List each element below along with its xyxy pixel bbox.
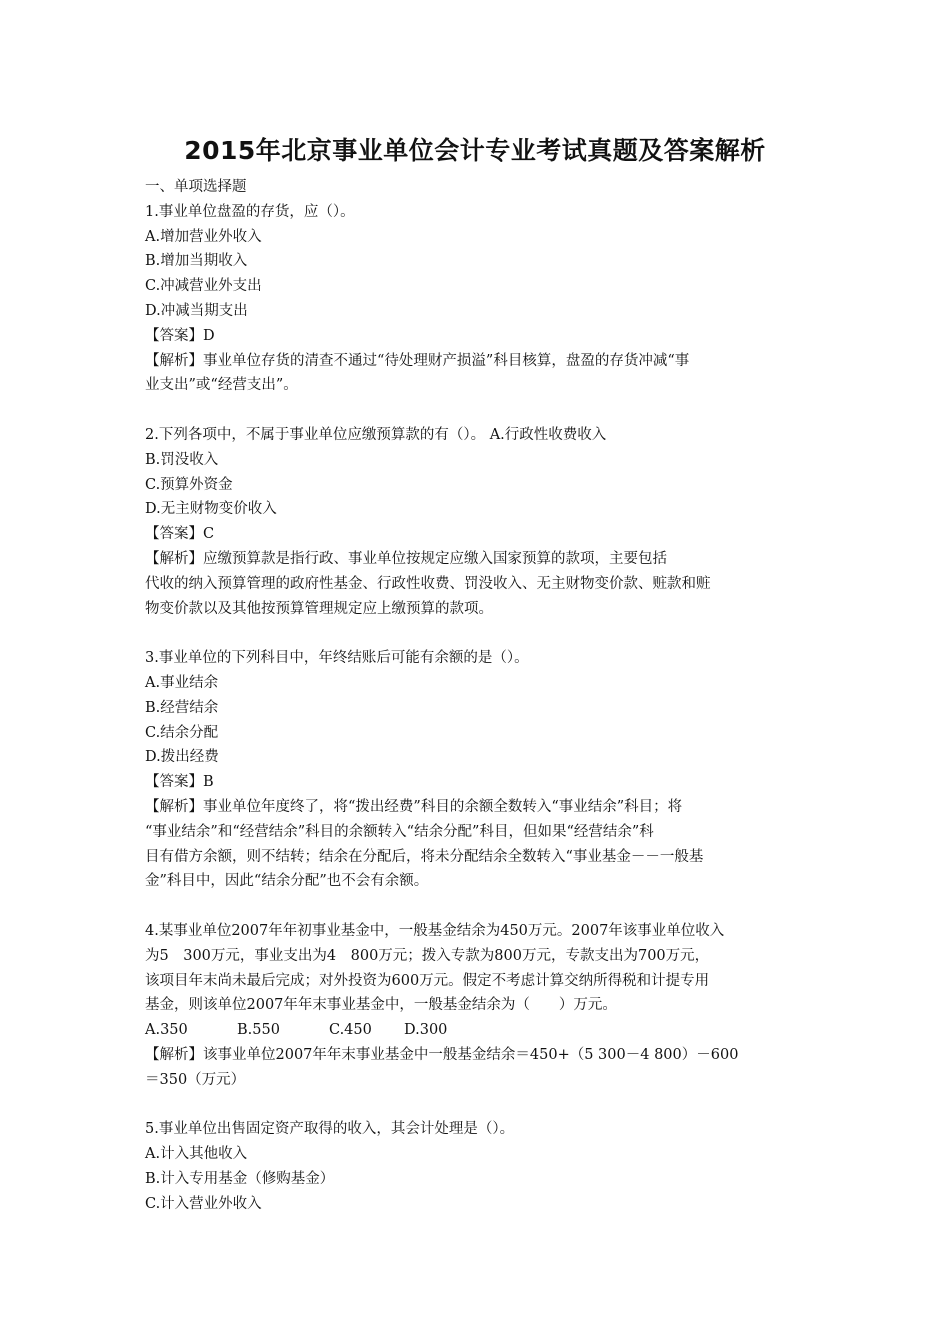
question-stem: 1.事业单位盘盈的存货，应（）。 [145, 203, 355, 220]
question-5 [145, 1117, 810, 1216]
section-heading: 一、单项选择题 [145, 179, 247, 195]
question-stem: 5.事业单位出售固定资产取得的收入，其会计处理是（）。 [145, 1121, 515, 1138]
analysis-line: ＝350（万元） [145, 1071, 246, 1088]
question-4 [145, 919, 810, 1093]
option-b: B.计入专用基金（修购基金） [145, 1170, 335, 1187]
analysis-line: 【解析】应缴预算款是指行政、事业单位按规定应缴入国家预算的款项，主要包括 [145, 550, 667, 567]
option-b: B.经营结余 [145, 699, 219, 716]
option-c: C.450 [329, 1022, 372, 1039]
answer: 【答案】D [145, 327, 215, 344]
question-stem-line: 该项目年末尚未最后完成；对外投资为600万元。假定不考虑计算交纳所得税和计提专用 [145, 972, 710, 989]
question-stem-line: 基金，则该单位2007年年末事业基金中，一般基金结余为（ ）万元。 [145, 997, 617, 1014]
analysis-line: 【解析】事业单位年度终了，将“拨出经费”科目的余额全数转入“事业结余”科目；将 [145, 798, 683, 815]
answer: 【答案】C [145, 526, 215, 543]
analysis-line: 物变价款以及其他按预算管理规定应上缴预算的款项。 [145, 600, 493, 617]
analysis-line: 金”科目中，因此“结余分配”也不会有余额。 [145, 873, 429, 890]
analysis-line: 【解析】事业单位存货的清查不通过“待处理财产损溢”科目核算，盘盈的存货冲减“事 [145, 352, 690, 369]
document-body [145, 175, 810, 1216]
analysis-line: 目有借方余额，则不结转；结余在分配后，将未分配结余全数转入“事业基金－－一般基 [145, 848, 704, 865]
option-a: A.350 [145, 1022, 188, 1039]
answer: 【答案】B [145, 774, 214, 791]
question-2 [145, 423, 810, 621]
option-b: B.增加当期收入 [145, 253, 248, 270]
analysis-line: 业支出”或“经营支出”。 [145, 377, 298, 394]
question-stem: 2.下列各项中，不属于事业单位应缴预算款的有（）。 A.行政性收费收入 [145, 426, 607, 443]
option-c: C.计入营业外收入 [145, 1195, 262, 1212]
option-a: A.计入其他收入 [145, 1146, 248, 1163]
option-c: C.结余分配 [145, 724, 219, 741]
document-title: 2015年北京事业单位会计专业考试真题及答案解析 [184, 136, 766, 165]
option-d: D.拨出经费 [145, 749, 219, 766]
question-1 [145, 200, 810, 398]
options-row [145, 1018, 810, 1043]
option-d: D.无主财物变价收入 [145, 501, 277, 518]
analysis-line: “事业结余”和“经营结余”科目的余额转入“结余分配”科目，但如果“经营结余”科 [145, 823, 654, 840]
analysis-line: 【解析】该事业单位2007年年末事业基金中一般基金结余＝450+（5 300－4 800）－600 [145, 1046, 739, 1063]
question-3 [145, 646, 810, 894]
option-d: D.冲减当期支出 [145, 302, 248, 319]
analysis-line: 代收的纳入预算管理的政府性基金、行政性收费、罚没收入、无主财物变价款、赃款和赃 [145, 575, 711, 592]
option-c: C.预算外资金 [145, 476, 233, 493]
option-c: C.冲减营业外支出 [145, 278, 262, 295]
question-stem: 3.事业单位的下列科目中，年终结账后可能有余额的是（）。 [145, 650, 529, 667]
question-stem-line: 4.某事业单位2007年年初事业基金中，一般基金结余为450万元。2007年该事业单位收入 [145, 922, 725, 939]
option-a: A.增加营业外收入 [145, 228, 262, 245]
question-stem-line: 为5 300万元，事业支出为4 800万元；拨入专款为800万元，专款支出为700万元， [145, 947, 710, 964]
option-a: A.事业结余 [145, 674, 219, 691]
option-b: B.罚没收入 [145, 451, 219, 468]
option-b: B.550 [237, 1022, 280, 1039]
option-d: D.300 [404, 1022, 448, 1039]
